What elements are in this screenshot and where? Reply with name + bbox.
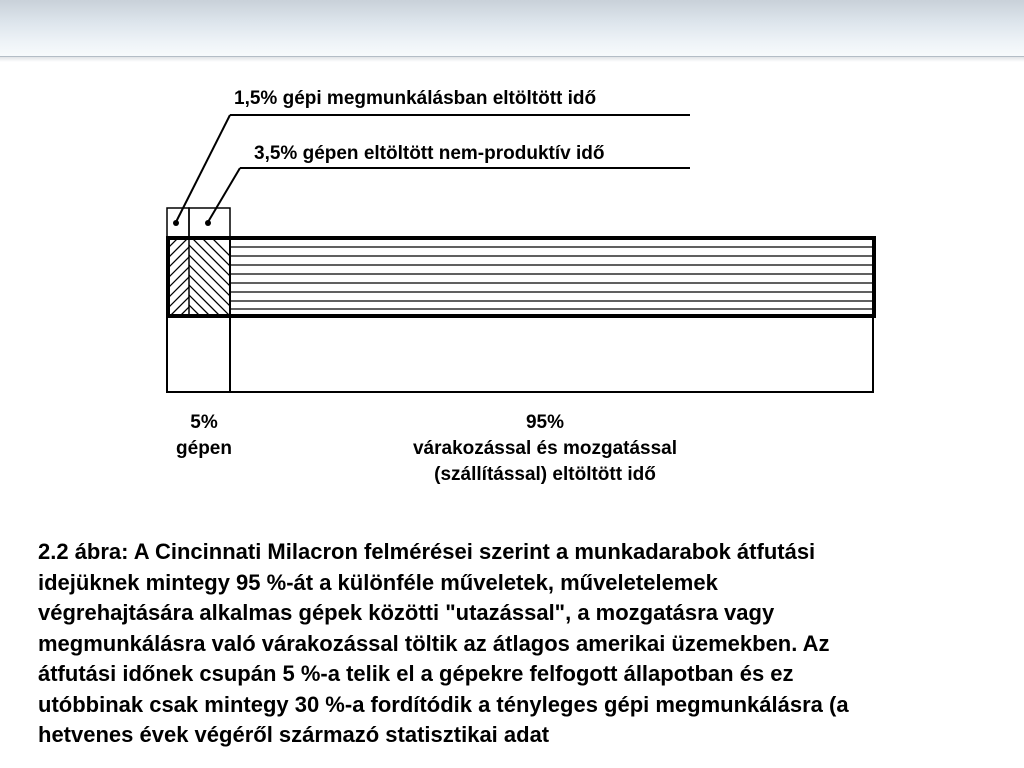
waiting-stripes [230, 247, 873, 309]
caption-line: utóbbinak csak mintegy 30 %-a fordítódik a tényleges gépi megmunkálásra (a [38, 691, 849, 717]
caption-line: 2.2 ábra: A Cincinnati Milacron felmérései szerint a munkadarabok átfutási [38, 539, 816, 564]
on-machine-box [167, 316, 230, 392]
label-nonproductive: 3,5% gépen eltöltött nem-produktív idő [254, 143, 605, 164]
label-waiting-line2: (szállítással) eltöltött idő [434, 464, 656, 485]
leader-nonproductive [205, 168, 690, 226]
leader-machining [173, 115, 690, 226]
caption-line: átfutási időnek csupán 5 %-a telik el a gépekre felfogott állapotban és ez [38, 661, 794, 686]
main-bar [168, 238, 874, 316]
caption-line: megmunkálásra való várakozással töltik az átlagos amerikai üzemekben. Az [38, 630, 830, 656]
label-on-machine-pct: 5% [190, 412, 218, 433]
nonproductive-hatch [120, 236, 290, 316]
label-on-machine: gépen [176, 438, 232, 459]
label-machining: 1,5% gépi megmunkálásban eltöltött idő [234, 88, 597, 109]
label-waiting-pct: 95% [525, 412, 565, 433]
caption-line: idejüknek mintegy 95 %-át a különféle műveletek, műveletelemek [38, 569, 718, 595]
figure-caption [38, 537, 998, 751]
label-waiting-line1: várakozással és mozgatással [412, 438, 678, 459]
caption-line: hetvenes évek végéről származó statisztikai adat [38, 722, 550, 747]
waiting-box [230, 316, 873, 392]
caption-line: végrehajtására alkalmas gépek közötti "utazással", a mozgatásra vagy [38, 600, 775, 625]
machining-hatch [100, 236, 270, 316]
